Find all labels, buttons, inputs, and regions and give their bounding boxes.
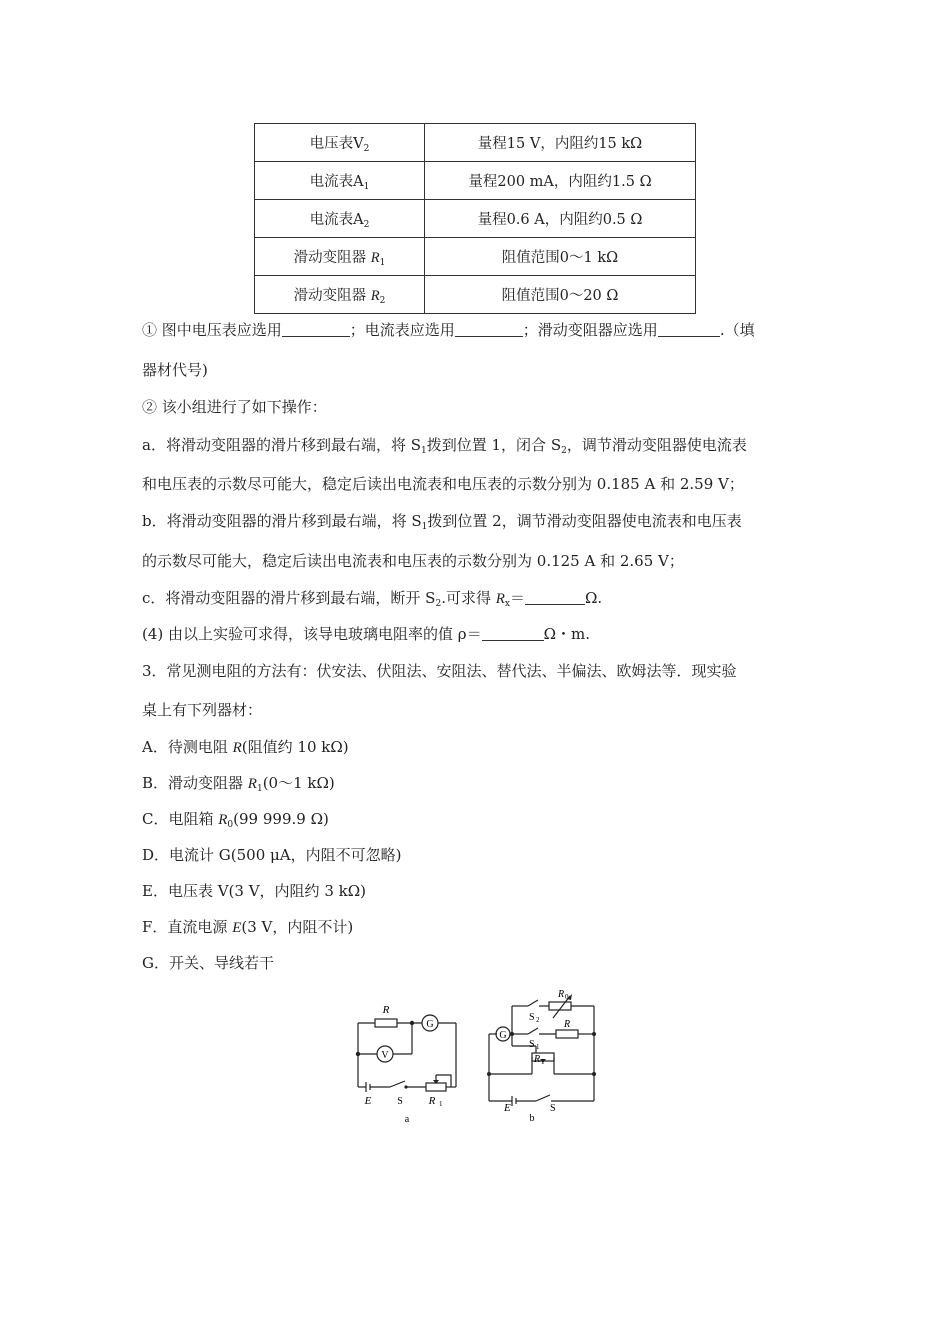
question-1-line (142, 320, 755, 340)
blank-rx (525, 604, 585, 605)
label-e: E (364, 1095, 372, 1107)
equipment-spec-cell: 阻值范围0～1 kΩ (425, 238, 696, 276)
blank-ammeter (455, 336, 523, 337)
label-r1: R (428, 1095, 436, 1107)
label-s-b: S (550, 1103, 556, 1114)
label-v: V (381, 1050, 389, 1061)
equipment-name-cell: 电流表$A_2$ (255, 200, 425, 238)
resistor-r-b (556, 1030, 578, 1038)
item-c: C．电阻箱 $R_0(99$ 999.9 Ω) (142, 810, 329, 830)
caption-a: a (404, 1114, 410, 1125)
label-r: R (382, 1004, 390, 1016)
table-row (255, 200, 696, 238)
item-g: G．开关、导线若干 (142, 954, 274, 972)
label-s1-sub: 1 (536, 1043, 540, 1051)
label-s: S (397, 1096, 403, 1107)
question-4-line: (4) 由以上实验可求得，该导电玻璃电阻率的值 ρ＝ Ω・m. (142, 625, 591, 643)
table-row (255, 238, 696, 276)
equipment-spec-cell: 量程15 V，内阻约15 kΩ (425, 124, 696, 162)
circuit-diagram-b (484, 985, 606, 1125)
item-e: E．电压表 V(3 V，内阻约 3 kΩ) (142, 882, 367, 900)
blank-rheostat (658, 336, 720, 337)
step-b-line1: b．将滑动变阻器的滑片移到最右端，将 $S_1$拨到位置 2，调节滑动变阻器使电流表和电压表 (142, 512, 742, 532)
table-row (255, 124, 696, 162)
q1-text-e: 器材代号) (142, 361, 208, 379)
equipment-name-cell: 电压表$V_2$ (255, 124, 425, 162)
table-row (255, 162, 696, 200)
label-g-b: G (499, 1030, 507, 1041)
caption-b: b (529, 1113, 535, 1124)
rheostat-r1 (426, 1083, 446, 1091)
question-3-line1: 3．常见测电阻的方法有：伏安法、伏阻法、安阻法、替代法、半偏法、欧姆法等．现实验 (142, 662, 737, 680)
q1-text-d: .（填 (719, 321, 755, 339)
resistor-r (375, 1019, 397, 1027)
equipment-table (254, 123, 696, 314)
q1-text-b: ；电流表应选用 (349, 321, 455, 339)
step-a-line2: 和电压表的示数尽可能大，稳定后读出电流表和电压表的示数分别为 0.185 A 和 2.59 V； (142, 475, 744, 493)
item-a: A．待测电阻 R(阻值约 10 kΩ) (142, 738, 349, 756)
circuit-diagram-a (350, 1000, 470, 1130)
label-r1-sub: 1 (439, 1100, 443, 1108)
equipment-name-cell: 电流表$A_1$ (255, 162, 425, 200)
item-d: D．电流计 G(500 μA，内阻不可忽略) (142, 846, 402, 864)
label-r-b: R (564, 1019, 571, 1030)
label-r1-b-sub: 1 (541, 1058, 545, 1066)
item-f: F．直流电源 E(3 V，内阻不计) (142, 918, 354, 936)
step-b-line2: 的示数尽可能大，稳定后读出电流表和电压表的示数分别为 0.125 A 和 2.65 V； (142, 552, 684, 570)
equipment-spec-cell: 量程0.6 A，内阻约0.5 Ω (425, 200, 696, 238)
q1-text-a: ① 图中电压表应选用 (142, 321, 282, 339)
step-c-line: c．将滑动变阻器的滑片移到最右端，断开 $S_2$.可求得 $R_x= \Omega$. (142, 589, 603, 609)
equipment-spec-cell: 量程200 mA，内阻约1.5 Ω (425, 162, 696, 200)
equipment-spec-cell: 阻值范围0～20 Ω (425, 276, 696, 314)
question-3-line2: 桌上有下列器材： (142, 701, 263, 719)
label-s2-sub: 2 (536, 1016, 540, 1024)
q2-text: ② 该小组进行了如下操作： (142, 398, 327, 416)
blank-voltmeter (282, 336, 350, 337)
label-r1-b: R (534, 1054, 541, 1065)
label-g: G (426, 1019, 434, 1030)
label-s2: S (529, 1012, 535, 1023)
step-a-line1: a．将滑动变阻器的滑片移到最右端，将 $S_1$拨到位置 1，闭合 $S_2$，调节滑动变阻器使电流表 (142, 436, 747, 456)
equipment-name-cell: 滑动变阻器 $R_2$ (255, 276, 425, 314)
label-r0-sub: 0 (565, 993, 569, 1001)
label-s1: S (529, 1039, 535, 1050)
q1-text-c: ；滑动变阻器应选用 (522, 321, 658, 339)
label-r0: R (558, 989, 565, 1000)
blank-rho (482, 640, 544, 641)
table-row (255, 276, 696, 314)
equipment-name-cell: 滑动变阻器 $R_1$ (255, 238, 425, 276)
label-e-b: E (504, 1102, 511, 1114)
item-b: B．滑动变阻器 $R_1(0\sim 1$ kΩ) (142, 774, 335, 794)
